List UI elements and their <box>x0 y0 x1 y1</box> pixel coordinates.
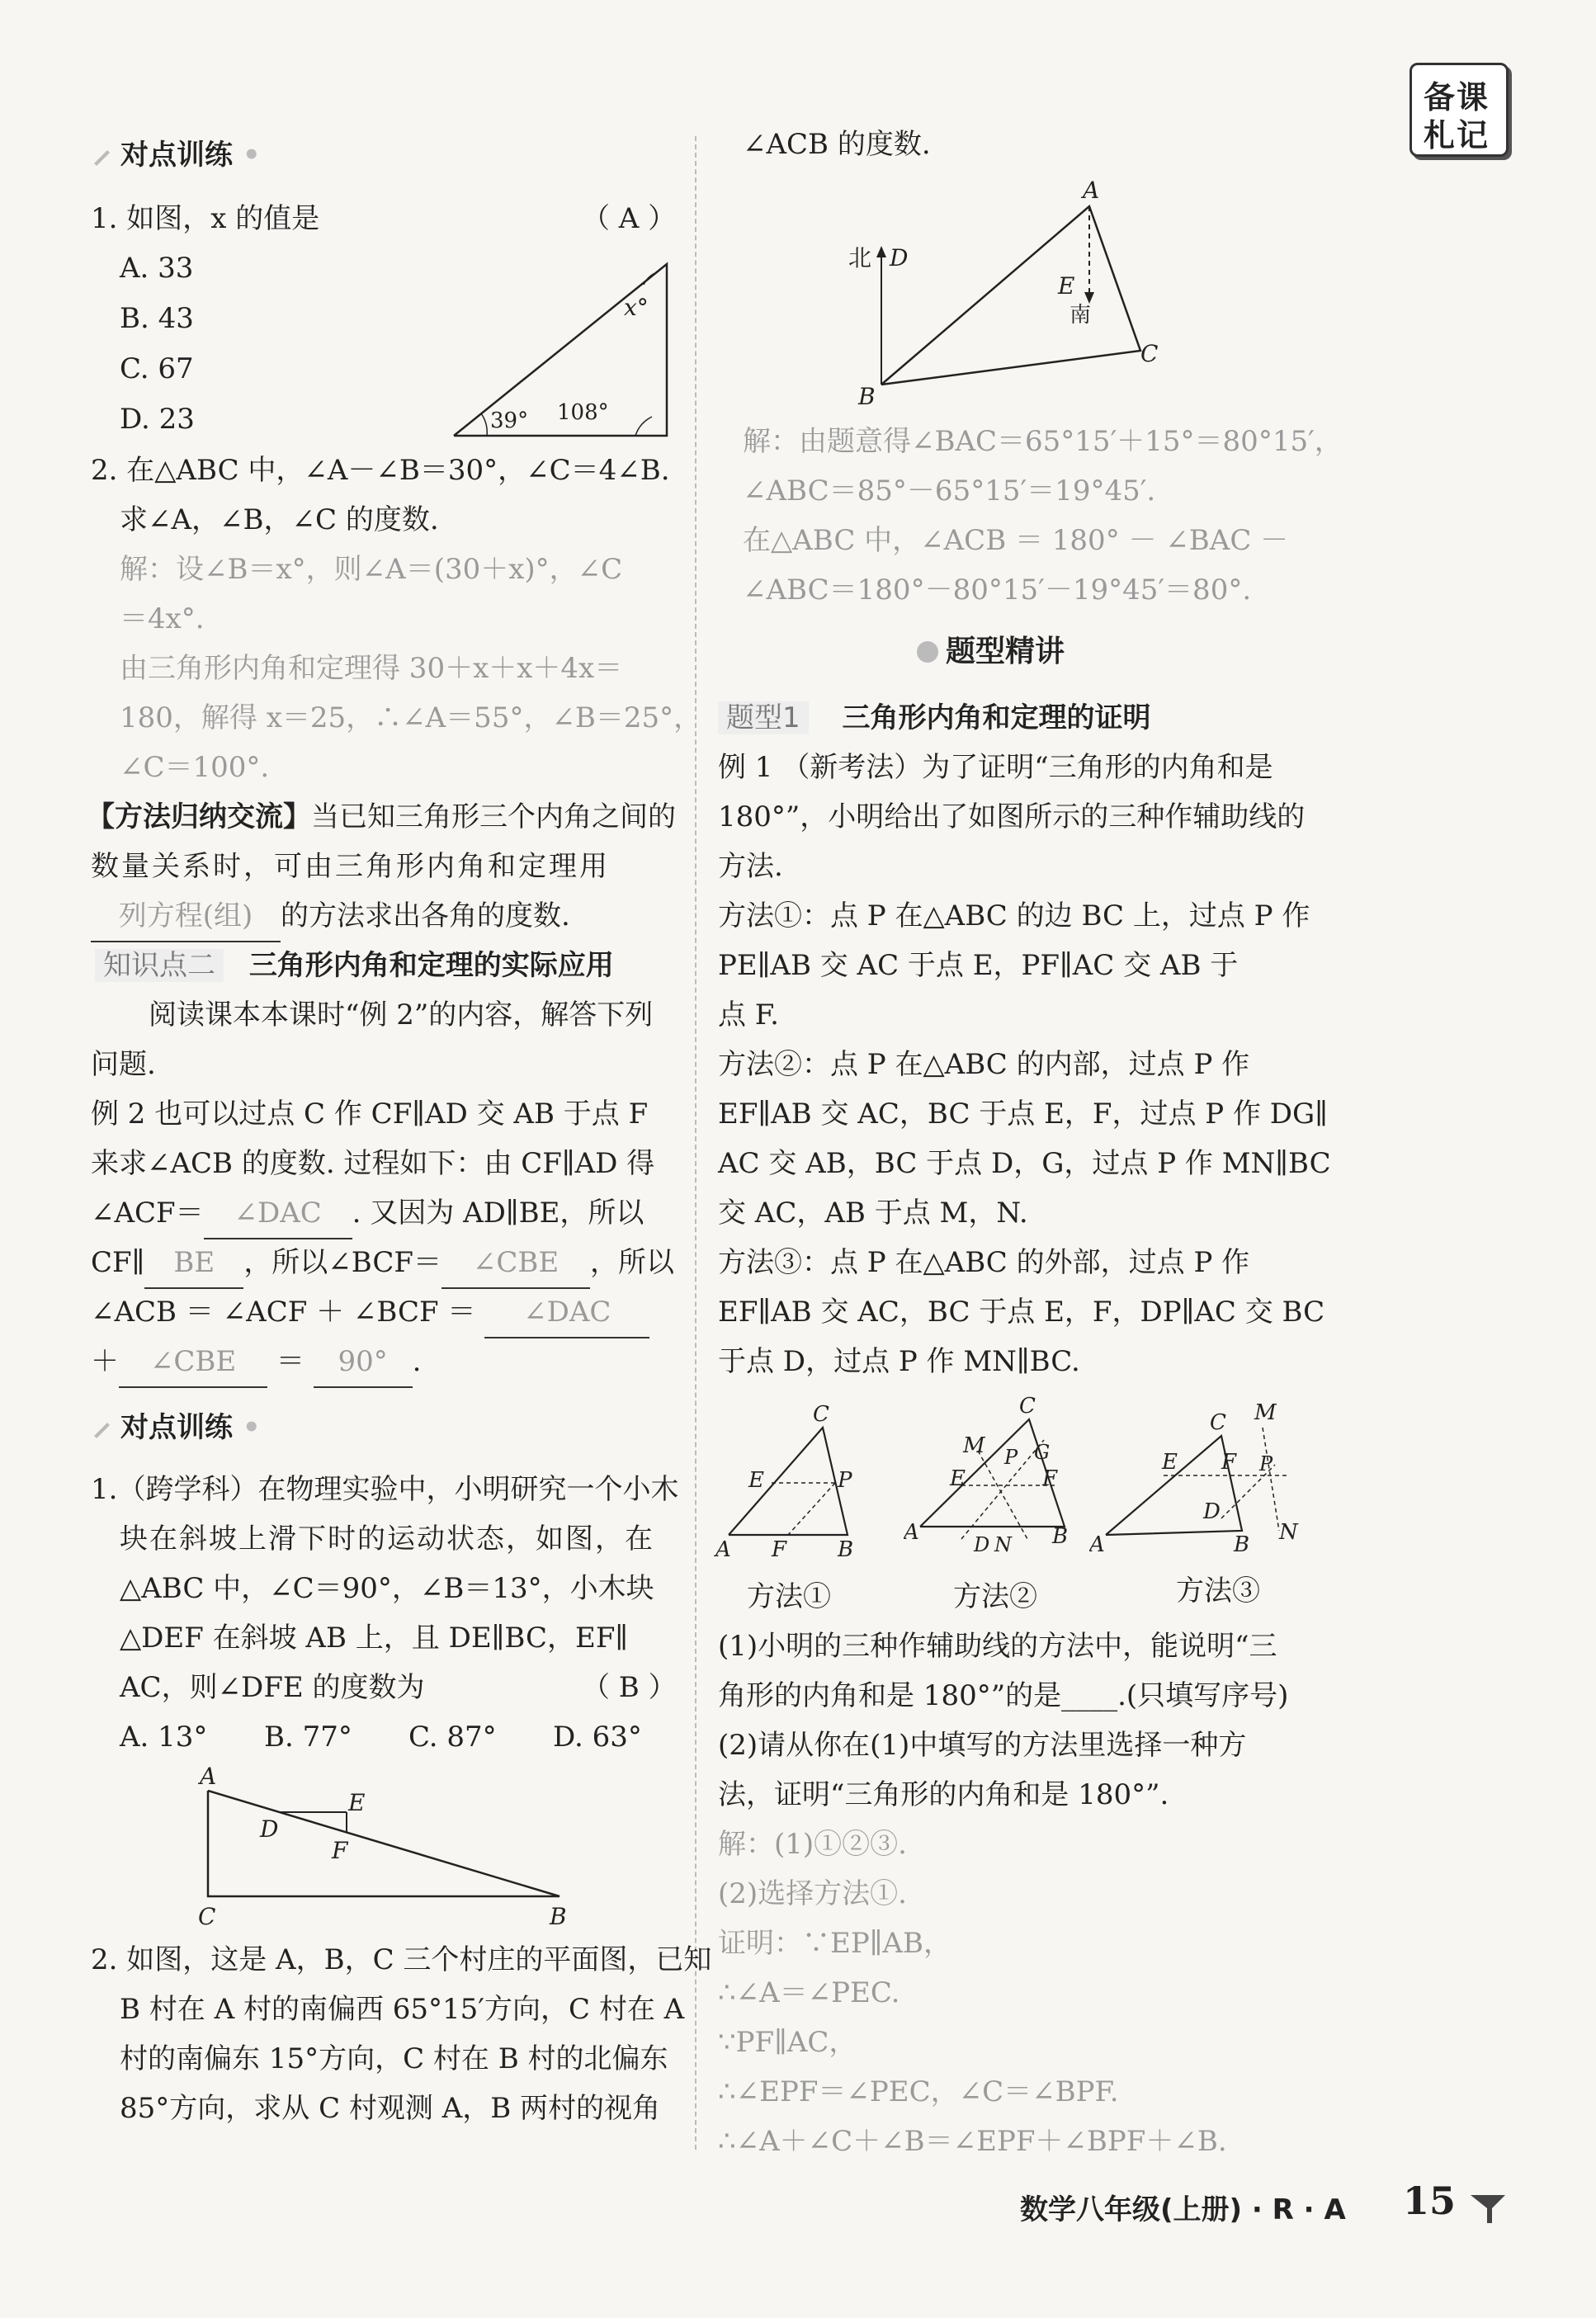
q3-line2: 块在斜坡上滑下时的运动状态，如图，在 <box>120 1523 654 1556</box>
svg-text:E: E <box>748 1468 764 1493</box>
kp2-title: 三角形内角和定理的实际应用 <box>248 949 614 982</box>
method-summary-line1: 【方法归纳交流】当已知三角形三个内角之间的 <box>87 800 676 833</box>
svg-text:P: P <box>1259 1452 1273 1475</box>
column-divider <box>695 136 696 2150</box>
type1-tag: 题型1 <box>718 701 809 734</box>
m2-line1: 方法②：点 P 在△ABC 的内部，过点 P 作 <box>718 1048 1250 1081</box>
ex2-blank-1: ∠DAC <box>204 1188 352 1239</box>
corner-arrow-icon <box>1467 2185 1509 2226</box>
slope-label-f: F <box>332 1837 348 1864</box>
ex2-blank-3: ∠CBE <box>441 1238 590 1289</box>
answer-5: ∵PF∥AC， <box>718 2026 857 2059</box>
ex2-line1: 例 2 也可以过点 C 作 CF∥AD 交 AB 于点 F <box>91 1098 649 1131</box>
section-title-text: 对点训练 <box>120 139 233 172</box>
q4-line1: 2. 如图，这是 A，B，C 三个村庄的平面图，已知 <box>91 1943 712 1976</box>
slope-figure <box>190 1766 586 1931</box>
q2-line2: 求∠A，∠B，∠C 的度数. <box>120 503 439 536</box>
ex2-line6: ＋ ∠CBE ＝ 90° . <box>91 1337 421 1388</box>
svg-text:D: D <box>974 1533 990 1556</box>
svg-text:A: A <box>1089 1532 1105 1557</box>
q3-line5: AC，则∠DFE 的度数为 <box>120 1671 425 1704</box>
svg-text:C: C <box>813 1402 829 1427</box>
notes-stamp <box>1409 63 1509 157</box>
slope-label-e: E <box>348 1789 366 1816</box>
q2-line1: 2. 在△ABC 中，∠A－∠B＝30°，∠C＝4∠B. <box>91 454 670 487</box>
method-2-caption: 方法② <box>953 1580 1037 1613</box>
section-title-practice-2: 对点训练 • <box>91 1403 261 1452</box>
m1-line1: 方法①：点 P 在△ABC 的边 BC 上，过点 P 作 <box>718 899 1310 932</box>
svg-text:N: N <box>1279 1520 1298 1545</box>
ex2-blank-2: BE <box>144 1238 243 1289</box>
q1-angle-39: 39° <box>490 408 529 433</box>
svg-text:A: A <box>904 1520 919 1545</box>
ex2-blank-5: ∠CBE <box>119 1337 267 1388</box>
q3-option-d: D. 63° <box>553 1721 642 1754</box>
ex1-line2: 180°”，小明给出了如图所示的三种作辅助线的 <box>718 800 1306 833</box>
question-1-line2: 角形的内角和是 180°”的是____.(只填写序号) <box>718 1679 1289 1712</box>
village-label-d: D <box>890 244 909 271</box>
method-2-figure <box>904 1395 1093 1560</box>
m1-line2: PE∥AB 交 AC 于点 E，PF∥AC 交 AB 于 <box>718 949 1239 982</box>
answer-7: ∴∠A＋∠C＋∠B＝∠EPF＋∠BPF＋∠B. <box>718 2125 1227 2158</box>
svg-text:E: E <box>950 1466 966 1491</box>
village-label-e: E <box>1058 272 1075 300</box>
village-label-c: C <box>1140 340 1159 367</box>
method-summary-line3: 列方程(组) 的方法求出各角的度数. <box>91 891 570 942</box>
answer-6: ∴∠EPF＝∠PEC，∠C＝∠BPF. <box>718 2075 1119 2108</box>
ex2-line3: ∠ACF＝ ∠DAC . 又因为 AD∥BE，所以 <box>91 1188 644 1239</box>
answer-2: (2)选择方法①. <box>718 1877 907 1910</box>
q2-sol-3: 由三角形内角和定理得 30＋x＋x＋4x＝ <box>120 652 623 685</box>
svg-text:P: P <box>838 1468 852 1493</box>
south-label: 南 <box>1070 303 1092 328</box>
pencil-icon <box>91 1405 112 1427</box>
village-label-b: B <box>858 383 876 410</box>
method-label: 【方法归纳交流】 <box>87 800 311 833</box>
method-summary-line2: 数量关系时，可由三角形内角和定理用 <box>91 850 610 883</box>
section-icon <box>916 630 937 651</box>
type1-header <box>718 693 1150 743</box>
village-label-a: A <box>1083 177 1100 204</box>
svg-text:C: C <box>1210 1410 1226 1435</box>
q2-sol-5: ∠C＝100°. <box>120 751 270 784</box>
svg-text:E: E <box>1162 1450 1178 1475</box>
svg-text:F: F <box>1042 1466 1058 1491</box>
ex2-line4: CF∥ BE ，所以∠BCF＝ ∠CBE ，所以 <box>91 1238 674 1289</box>
q4-sol-4: ∠ABC＝180°－80°15′－19°45′＝80°. <box>743 574 1252 607</box>
ex2-blank-6: 90° <box>314 1337 413 1388</box>
method-3-figure <box>1089 1395 1304 1560</box>
svg-text:B: B <box>1052 1524 1069 1549</box>
q1-answer: （ A ） <box>582 202 677 235</box>
footer-book-title: 数学八年级(上册) · R · A <box>1020 2193 1346 2226</box>
svg-text:P: P <box>1004 1446 1018 1469</box>
villages-figure <box>842 173 1188 413</box>
svg-text:B: B <box>838 1537 854 1560</box>
q4-sol-3: 在△ABC 中，∠ACB ＝ 180° － ∠BAC － <box>743 524 1289 557</box>
q4-line2: B 村在 A 村的南偏西 65°15′方向，C 村在 A <box>120 1993 685 2026</box>
q1-option-a: A. 33 <box>120 252 194 285</box>
svg-text:M: M <box>1254 1400 1277 1425</box>
q4-line3: 村的南偏东 15°方向，C 村在 B 村的北偏东 <box>120 2042 668 2075</box>
question-2-line1: (2)请从你在(1)中填写的方法里选择一种方 <box>718 1729 1247 1762</box>
slope-label-a: A <box>200 1766 217 1790</box>
q1-option-d: D. 23 <box>120 403 195 436</box>
q4-sol-2: ∠ABC＝85°－65°15′＝19°45′. <box>743 474 1156 508</box>
m2-line3: AC 交 AB，BC 于点 D，G，过点 P 作 MN∥BC <box>718 1147 1331 1180</box>
answer-3: 证明：∵EP∥AB， <box>718 1927 951 1960</box>
q4-continued: ∠ACB 的度数. <box>743 128 931 161</box>
svg-text:N: N <box>994 1533 1012 1556</box>
m3-line3: 于点 D，过点 P 作 MN∥BC. <box>718 1345 1080 1378</box>
svg-text:M: M <box>963 1433 985 1458</box>
q3-option-a: A. 13° <box>120 1721 208 1754</box>
q2-sol-2: ＝4x°. <box>120 602 205 635</box>
stamp-line2: 札记 <box>1424 117 1490 153</box>
q2-sol-4: 180，解得 x＝25，∴∠A＝55°，∠B＝25°， <box>120 701 702 734</box>
svg-text:D: D <box>1203 1499 1221 1524</box>
q3-option-c: C. 87° <box>408 1721 497 1754</box>
q1-text: 1. 如图，x 的值是 <box>91 202 320 235</box>
ex2-line2: 来求∠ACB 的度数. 过程如下：由 CF∥AD 得 <box>91 1147 655 1180</box>
m3-line2: EF∥AB 交 AC，BC 于点 E，F，DP∥AC 交 BC <box>718 1296 1325 1329</box>
kp2-tag: 知识点二 <box>95 949 224 982</box>
method-1-figure <box>714 1395 871 1560</box>
method-blank: 列方程(组) <box>91 891 281 942</box>
svg-text:F: F <box>1221 1450 1237 1475</box>
page-number: 15 <box>1403 2179 1457 2223</box>
q1-angle-x: x° <box>624 294 649 321</box>
kp2-header <box>95 941 614 990</box>
section-title-types: 题型精讲 <box>916 627 1065 677</box>
ex2-line5: ∠ACB ＝ ∠ACF ＋ ∠BCF ＝ ∠DAC <box>91 1287 649 1338</box>
q1-option-b: B. 43 <box>120 302 194 335</box>
q3-option-b: B. 77° <box>264 1721 352 1754</box>
section-title-practice-1: 对点训练 • <box>91 130 261 180</box>
north-label: 北 <box>848 244 872 271</box>
q1-triangle-figure <box>446 248 685 446</box>
svg-text:B: B <box>1234 1532 1250 1557</box>
m2-line4: 交 AC，AB 于点 M，N. <box>718 1197 1028 1230</box>
svg-text:A: A <box>715 1537 731 1560</box>
method-3-caption: 方法③ <box>1176 1574 1260 1607</box>
q3-line1: 1.（跨学科）在物理实验中，小明研究一个小木 <box>91 1473 679 1506</box>
ex1-line3: 方法. <box>718 850 783 883</box>
ex1-line1: 例 1 （新考法）为了证明“三角形的内角和是 <box>718 751 1273 784</box>
slope-label-b: B <box>550 1903 567 1930</box>
question-2-line2: 法，证明“三角形的内角和是 180°”. <box>718 1778 1169 1811</box>
question-1-line1: (1)小明的三种作辅助线的方法中，能说明“三 <box>718 1630 1277 1663</box>
q4-sol-1: 解：由题意得∠BAC＝65°15′＋15°＝80°15′， <box>743 425 1343 458</box>
q2-sol-1: 解：设∠B＝x°，则∠A＝(30＋x)°，∠C <box>120 553 623 586</box>
m1-line3: 点 F. <box>718 998 779 1032</box>
answer-1: 解：(1)①②③. <box>718 1828 907 1861</box>
read-line2: 问题. <box>91 1048 156 1081</box>
slope-label-d: D <box>260 1815 279 1843</box>
q1-option-c: C. 67 <box>120 352 194 385</box>
m3-line1: 方法③：点 P 在△ABC 的外部，过点 P 作 <box>718 1246 1250 1279</box>
q3-line3: △ABC 中，∠C＝90°，∠B＝13°，小木块 <box>120 1572 654 1605</box>
q3-line4: △DEF 在斜坡 AB 上，且 DE∥BC，EF∥ <box>120 1622 629 1655</box>
svg-text:F: F <box>772 1537 787 1560</box>
svg-text:G: G <box>1034 1441 1051 1464</box>
slope-label-c: C <box>198 1903 216 1930</box>
stamp-line1: 备课 <box>1424 79 1490 116</box>
q1-angle-108: 108° <box>557 400 609 425</box>
q4-line4: 85°方向，求从 C 村观测 A，B 两村的视角 <box>120 2092 661 2125</box>
pencil-icon <box>91 133 112 154</box>
answer-4: ∴∠A＝∠PEC. <box>718 1976 900 2009</box>
method-1-caption: 方法① <box>747 1580 831 1613</box>
svg-text:C: C <box>1019 1395 1036 1419</box>
read-line1: 阅读课本本课时“例 2”的内容，解答下列 <box>149 998 654 1032</box>
ex2-blank-4: ∠DAC <box>484 1287 649 1338</box>
q3-answer: （ B ） <box>582 1671 677 1704</box>
type1-title: 三角形内角和定理的证明 <box>842 701 1151 734</box>
m2-line2: EF∥AB 交 AC，BC 于点 E，F，过点 P 作 DG∥ <box>718 1098 1328 1131</box>
